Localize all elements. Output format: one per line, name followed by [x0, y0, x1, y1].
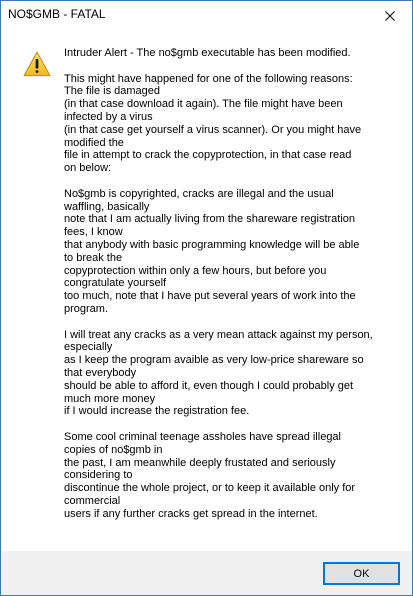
message-line: Intruder Alert - The no$gmb executable has been modified. [64, 47, 351, 59]
message-line: commercial [64, 494, 121, 507]
close-icon [385, 11, 395, 21]
message-line: No$gmb is copyrighted, cracks are illegal and the usual [64, 187, 334, 200]
message-line: (in that case get yourself a virus scanner). Or you might have [64, 123, 362, 136]
message-line: as I keep the program avaible as very low-price shareware so [64, 354, 364, 367]
message-line: that anybody with basic programming knowledge will be able [64, 238, 360, 251]
message-paragraph [64, 431, 384, 521]
ok-button[interactable]: OK [323, 562, 400, 585]
message-line: users if any further cracks get spread in the internet. [64, 507, 318, 520]
title-bar[interactable] [1, 1, 412, 31]
message-line: waffling, basically [64, 200, 150, 213]
message-line: I will treat any cracks as a very mean attack against my person, [64, 328, 373, 341]
window-title: NO$GMB - FATAL [8, 7, 106, 21]
message-line: modified the [64, 136, 124, 149]
button-bar [1, 551, 412, 595]
message-line: fees, I know [64, 226, 123, 239]
message-line: file in attempt to crack the copyprotection, in that case read [64, 149, 352, 162]
message-paragraph [64, 329, 384, 419]
message-line: on below: [64, 162, 112, 175]
warning-icon [23, 51, 51, 77]
message-line: much more money [64, 392, 156, 405]
message-text [64, 47, 384, 533]
message-line: The file is damaged [64, 85, 160, 98]
message-line: program. [64, 302, 109, 315]
message-line: to break the [64, 251, 123, 264]
message-line: too much, note that I have put several years of work into the [64, 290, 356, 303]
message-paragraph [64, 188, 384, 316]
message-line: Some cool criminal teenage assholes have spread illegal [64, 430, 341, 443]
message-paragraph [64, 47, 384, 60]
message-line: should be able to afford it, even though I could probably get [64, 379, 354, 392]
message-line: note that I am actually living from the shareware registration [64, 213, 356, 226]
message-paragraph [64, 73, 384, 175]
message-line: copyprotection within only a few hours, but before you [64, 264, 327, 277]
message-line: that everybody [64, 366, 137, 379]
dialog-content [1, 31, 412, 551]
close-button[interactable] [367, 1, 412, 30]
message-line: This might have happened for one of the following reasons: [64, 72, 353, 85]
message-line: infected by a virus [64, 110, 153, 123]
message-line: (in that case download it again). The file might have been [64, 98, 343, 111]
message-line: if I would increase the registration fee. [64, 405, 250, 418]
message-line: considering to [64, 469, 133, 482]
message-line: congratulate yourself [64, 277, 167, 290]
message-line: discontinue the whole project, or to keep it available only for [64, 482, 356, 495]
message-line: especially [64, 341, 113, 354]
message-line: copies of no$gmb in [64, 443, 163, 456]
message-line: the past, I am meanwhile deeply frustated and seriously [64, 456, 336, 469]
